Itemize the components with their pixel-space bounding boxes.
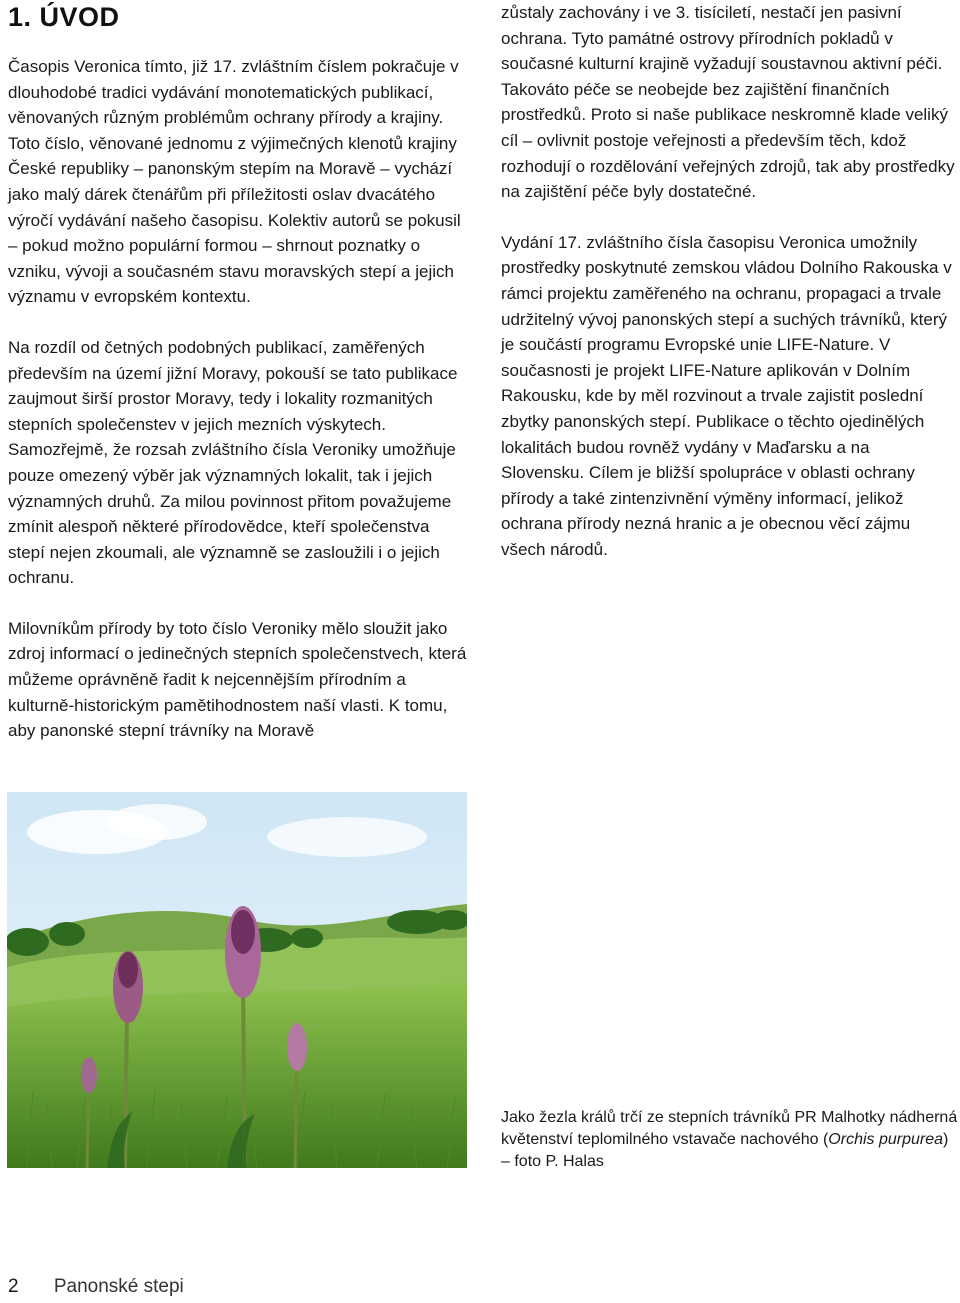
intro-paragraph-3: Milovníkům přírody by toto číslo Veroniky mělo sloužit jako zdroj informací o jedinečných stepních společenstvech, která můžeme oprávněně řadit k nejcennějším přírodním a kulturně-historickým pamětihodnostem naší vlasti. K tomu, aby panonské stepní trávníky na Moravě <box>8 618 467 741</box>
orchid-meadow-photo <box>7 792 467 1168</box>
intro-paragraph-4: zůstaly zachovány i ve 3. tisíciletí, nestačí jen pasivní ochrana. Tyto památné ostrovy přírodních pokladů v současné kulturní krajině vyžadují soustavnou aktivní péči. Takováto péče se neobejde bez zajištění finančních prostředků. Proto si naše publikace neskromně klade veliký cíl – ovlivnit postoje veřejnosti a především těch, kdož rozhodují o rozdělování veřejných zdrojů, tak aby prostředky na zajištění péče byly dostatečné. <box>501 3 955 202</box>
intro-paragraph-5: Vydání 17. zvláštního čísla časopisu Veronica umožnily prostředky poskytnuté zemskou vládou Dolního Rakouska v rámci projektu zaměřeného na ochranu, propagaci a trvale udržitelný vývoj panonských stepí a suchých trávníků, který je součástí programu Evropské unie LIFE-Nature. V současnosti je projekt LIFE-Nature aplikován v Dolním Rakousku, kde by měl rozvinout a trvale zajistit poslední zbytky panonských stepí. Publikace o těchto ojedinělých lokalitách budou rovněž vydány v Maďarsku a na Slovensku. Cílem je bližší spolupráce v oblasti ochrany přírody a také zintenzivnění výměny informací, jelikož ochrana přírody nezná hranic a je obecnou věcí zájmu všech národů. <box>501 232 952 559</box>
right-column <box>501 0 957 587</box>
page-heading: 1. ÚVOD <box>8 2 120 32</box>
publication-title: Panonské stepi <box>53 1276 184 1297</box>
left-column <box>8 54 470 769</box>
intro-paragraph-2: Na rozdíl od četných podobných publikací, zaměřených především na území jižní Moravy, pokouší se tato publikace zaujmout širší prostor Moravy, tedy i lokality rozmanitých stepních společenstev v jejich mezních výskytech. Samozřejmě, že rozsah zvláštního čísla Veroniky umožňuje pouze omezený výběr jak významných lokalit, tak i jejich významných druhů. Za milou povinnost přitom považujeme zmínit alespoň některé přírodovědce, kteří společenstva stepí nejen zkoumali, ale významně se zasloužili i o jejich ochranu. <box>8 337 458 588</box>
caption-credit: ) – foto P. Halas <box>501 1131 949 1170</box>
page-number: 2 <box>8 1276 19 1297</box>
photo-caption <box>501 1107 959 1173</box>
caption-species-name: Orchis purpurea <box>828 1131 944 1148</box>
intro-paragraph-1: Časopis Veronica tímto, již 17. zvláštním číslem pokračuje v dlouhodobé tradici vydávání monotematických publikací, věnovaných různým problémům ochrany přírody a krajiny. Toto číslo, věnované jednomu z výjimečných klenotů krajiny České republiky – panonským stepím na Moravě – vychází jako malý dárek čtenářům při příležitosti oslav dvacátého výročí vydávání našeho časopisu. Kolektiv autorů se pokusil – pokud možno populární formou – shrnout poznatky o vzniku, vývoji a současném stavu moravských stepí a jejich významu v evropském kontextu. <box>8 57 461 307</box>
caption-text: Jako žezla králů trčí ze stepních trávníků PR Malhotky nádherná květenství teplomilného vstavače nachového ( <box>501 1109 958 1148</box>
page-footer <box>8 1276 184 1298</box>
